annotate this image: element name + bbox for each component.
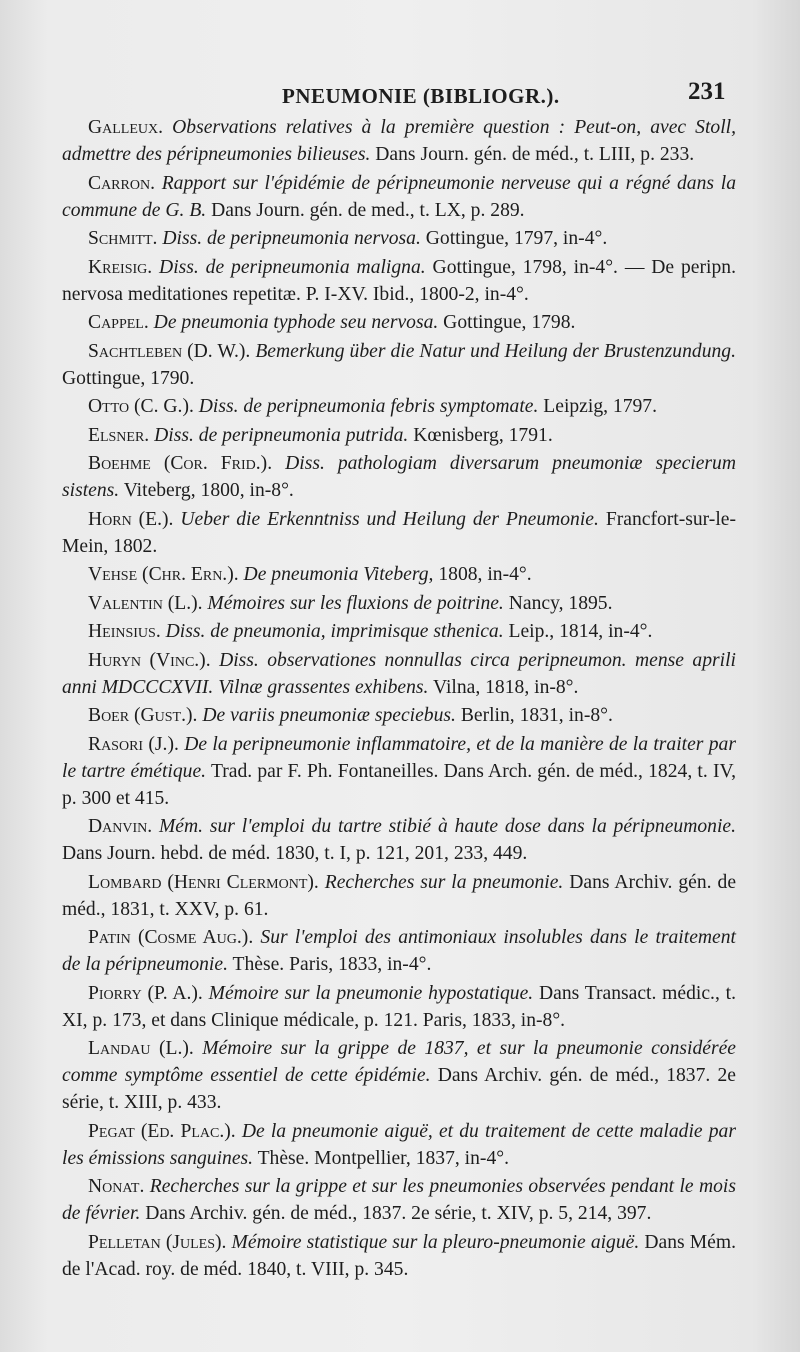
entry-author: Pegat (Ed. Plac.).: [88, 1120, 236, 1142]
page-header: [0, 78, 800, 112]
entry-author: Schmitt.: [88, 228, 158, 249]
bibliography-entry: [62, 170, 736, 224]
entry-publication: Gottingue, 1790.: [62, 367, 195, 389]
bibliography-entry: [62, 338, 736, 392]
entry-author: Landau (L.).: [88, 1038, 194, 1059]
entry-author: Rasori (J.).: [88, 733, 179, 755]
bibliography-entry: [62, 422, 736, 449]
entry-author: Boehme (Cor. Frid.).: [88, 453, 273, 474]
entry-publication: Nancy, 1895.: [508, 592, 613, 614]
entry-author: Patin (Cosme Aug.).: [88, 927, 254, 948]
entry-title: Bemerkung über die Natur und Heilung der Brustenzundung.: [255, 340, 736, 362]
entry-title: Mém. sur l'emploi du tartre stibié à haute dose dans la péripneumonie.: [158, 816, 736, 837]
entry-publication: Berlin, 1831, in-8°.: [460, 705, 613, 726]
entry-title: De la peripneumonie inflammatoire, et de la manière de la traiter par le tartre émétique.: [62, 733, 736, 782]
entry-title: De variis pneumoniæ speciebus.: [202, 705, 456, 726]
entry-title: Diss. de peripneumonia maligna.: [159, 256, 426, 278]
bibliography-entry: [62, 1035, 736, 1116]
bibliography-entry: [62, 1229, 736, 1283]
entry-title: Diss. de peripneumonia nervosa.: [162, 228, 421, 249]
bibliography-entry: [62, 1173, 736, 1227]
running-title: PNEUMONIE (BIBLIOGR.).: [282, 84, 560, 108]
entry-publication: Leip., 1814, in-4°.: [508, 621, 653, 642]
bibliography-entry: [62, 114, 736, 168]
entry-title: Diss. observationes nonnullas circa peripneumon. mense aprili anni MDCCCXVII. Vilnæ grassentes exhibens.: [62, 649, 736, 698]
bibliography-entry: [62, 561, 736, 588]
entry-publication: Vilna, 1818, in-8°.: [432, 676, 579, 698]
entry-publication: Dans Mém. de l'Acad. roy. de méd. 1840, t. VIII, p. 345.: [62, 1231, 736, 1280]
entry-publication: Trad. par F. Ph. Fontaneilles. Dans Arch. gén. de méd., 1824, t. IV, p. 300 et 415.: [62, 760, 737, 809]
entry-title: Recherches sur la pneumonie.: [324, 871, 564, 893]
entry-title: Mémoire sur la pneumonie hypostatique.: [208, 982, 534, 1004]
entry-author: Danvin.: [88, 816, 153, 837]
entry-publication: 1808, in-4°.: [438, 564, 532, 585]
entry-author: Cappel.: [88, 312, 149, 333]
entry-publication: Gottingue, 1797, in-4°.: [425, 228, 608, 249]
entry-author: Nonat.: [88, 1176, 145, 1197]
entry-author: Lombard (Henri Clermont).: [88, 871, 319, 893]
bibliography-entry: [62, 1118, 736, 1172]
entry-publication: Francfort-sur-le-Mein, 1802.: [62, 508, 737, 557]
entry-title: De la pneumonie aiguë, et du traitement de cette maladie par les émissions sanguines.: [62, 1120, 736, 1169]
entry-title: Rapport sur l'épidémie de péripneumonie nerveuse qui a régné dans la commune de G. B.: [62, 172, 736, 221]
entry-publication: Leipzig, 1797.: [543, 396, 658, 417]
bibliography-entry: [62, 702, 736, 729]
entry-title: Mémoire sur la grippe de 1837, et sur la pneumonie considérée comme symptôme essentiel de cette épidémie.: [62, 1038, 736, 1086]
bibliography-entry: [62, 393, 736, 420]
bibliography-entry: [62, 309, 736, 336]
bibliography-entry: [62, 590, 736, 617]
entry-title: Mémoires sur les fluxions de poitrine.: [207, 592, 504, 614]
entry-publication: Viteberg, 1800, in-8°.: [123, 480, 294, 501]
entry-author: Huryn (Vinc.).: [88, 649, 211, 671]
entry-author: Valentin (L.).: [88, 592, 203, 614]
entry-title: De pneumonia Viteberg,: [243, 564, 434, 585]
bibliography-entry: [62, 924, 736, 978]
entry-author: Galleux.: [88, 117, 164, 138]
entry-author: Horn (E.).: [88, 508, 174, 530]
entry-author: Otto (C. G.).: [88, 396, 194, 417]
entry-publication: Dans Archiv. gén. de méd., 1837. 2e série, t. XIII, p. 433.: [62, 1065, 736, 1113]
entry-title: Diss. de pneumonia, imprimisque sthenica.: [165, 621, 504, 642]
entry-author: Boer (Gust.).: [88, 705, 198, 726]
bibliography-entry: [62, 254, 736, 308]
entry-title: Observations relatives à la première question : Peut-on, avec Stoll, admettre des péripneumonies bilieuses.: [62, 117, 736, 165]
entry-author: Carron.: [88, 172, 155, 194]
entry-publication: Gottingue, 1798.: [443, 312, 576, 333]
entry-author: Vehse (Chr. Ern.).: [88, 564, 239, 585]
entry-publication: Thèse. Paris, 1833, in-4°.: [232, 954, 432, 975]
bibliography-entry: [62, 980, 736, 1034]
entry-title: Diss. de peripneumonia febris symptomate.: [198, 396, 539, 417]
bibliography-entry: [62, 450, 736, 504]
entry-title: De pneumonia typhode seu nervosa.: [153, 312, 439, 333]
entry-title: Sur l'emploi des antimoniaux insolubles dans le traitement de la péripneumonie.: [62, 927, 736, 975]
entry-author: Sachtleben (D. W.).: [88, 340, 251, 362]
bibliography-entry: [62, 506, 736, 560]
entry-author: Elsner.: [88, 424, 150, 446]
bibliography-entry: [62, 731, 736, 812]
entry-publication: Gottingue, 1798, in-4°. — De peripn. nervosa meditationes repetitæ. P. I-XV. Ibid., 1800-2, in-4°.: [62, 256, 736, 305]
entry-title: Diss. pathologiam diversarum pneumoniæ specierum sistens.: [62, 453, 736, 501]
entry-title: Diss. de peripneumonia putrida.: [154, 424, 409, 446]
entry-author: Piorry (P. A.).: [88, 982, 203, 1004]
entry-publication: Kœnisberg, 1791.: [413, 424, 553, 446]
bibliography-entry: [62, 618, 736, 645]
entry-publication: Thèse. Montpellier, 1837, in-4°.: [257, 1147, 509, 1169]
entry-title: Recherches sur la grippe et sur les pneumonies observées pendant le mois de février.: [62, 1176, 736, 1224]
bibliography-entry: [62, 225, 736, 252]
bibliography-entry: [62, 647, 736, 701]
bibliography-list: [62, 114, 736, 1284]
entry-publication: Dans Journ. gén. de med., t. LX, p. 289.: [211, 199, 525, 221]
entry-publication: Dans Journ. hebd. de méd. 1830, t. I, p. 121, 201, 233, 449.: [62, 843, 528, 864]
entry-publication: Dans Archiv. gén. de méd., 1837. 2e série, t. XIV, p. 5, 214, 397.: [145, 1203, 652, 1224]
bibliography-entry: [62, 869, 736, 923]
entry-author: Kreisig.: [88, 256, 153, 278]
entry-author: Heinsius.: [88, 621, 161, 642]
entry-title: Mémoire statistique sur la pleuro-pneumonie aiguë.: [231, 1231, 640, 1253]
page-number: 231: [688, 78, 726, 105]
entry-title: Ueber die Erkenntniss und Heilung der Pneumonie.: [180, 508, 599, 530]
entry-publication: Dans Journ. gén. de méd., t. LIII, p. 233.: [375, 144, 695, 165]
entry-publication: Dans Transact. médic., t. XI, p. 173, et dans Clinique médicale, p. 121. Paris, 1833, in-8°.: [62, 982, 736, 1031]
bibliography-entry: [62, 813, 736, 867]
entry-publication: Dans Archiv. gén. de méd., 1831, t. XXV, p. 61.: [62, 871, 737, 920]
entry-author: Pelletan (Jules).: [88, 1231, 227, 1253]
